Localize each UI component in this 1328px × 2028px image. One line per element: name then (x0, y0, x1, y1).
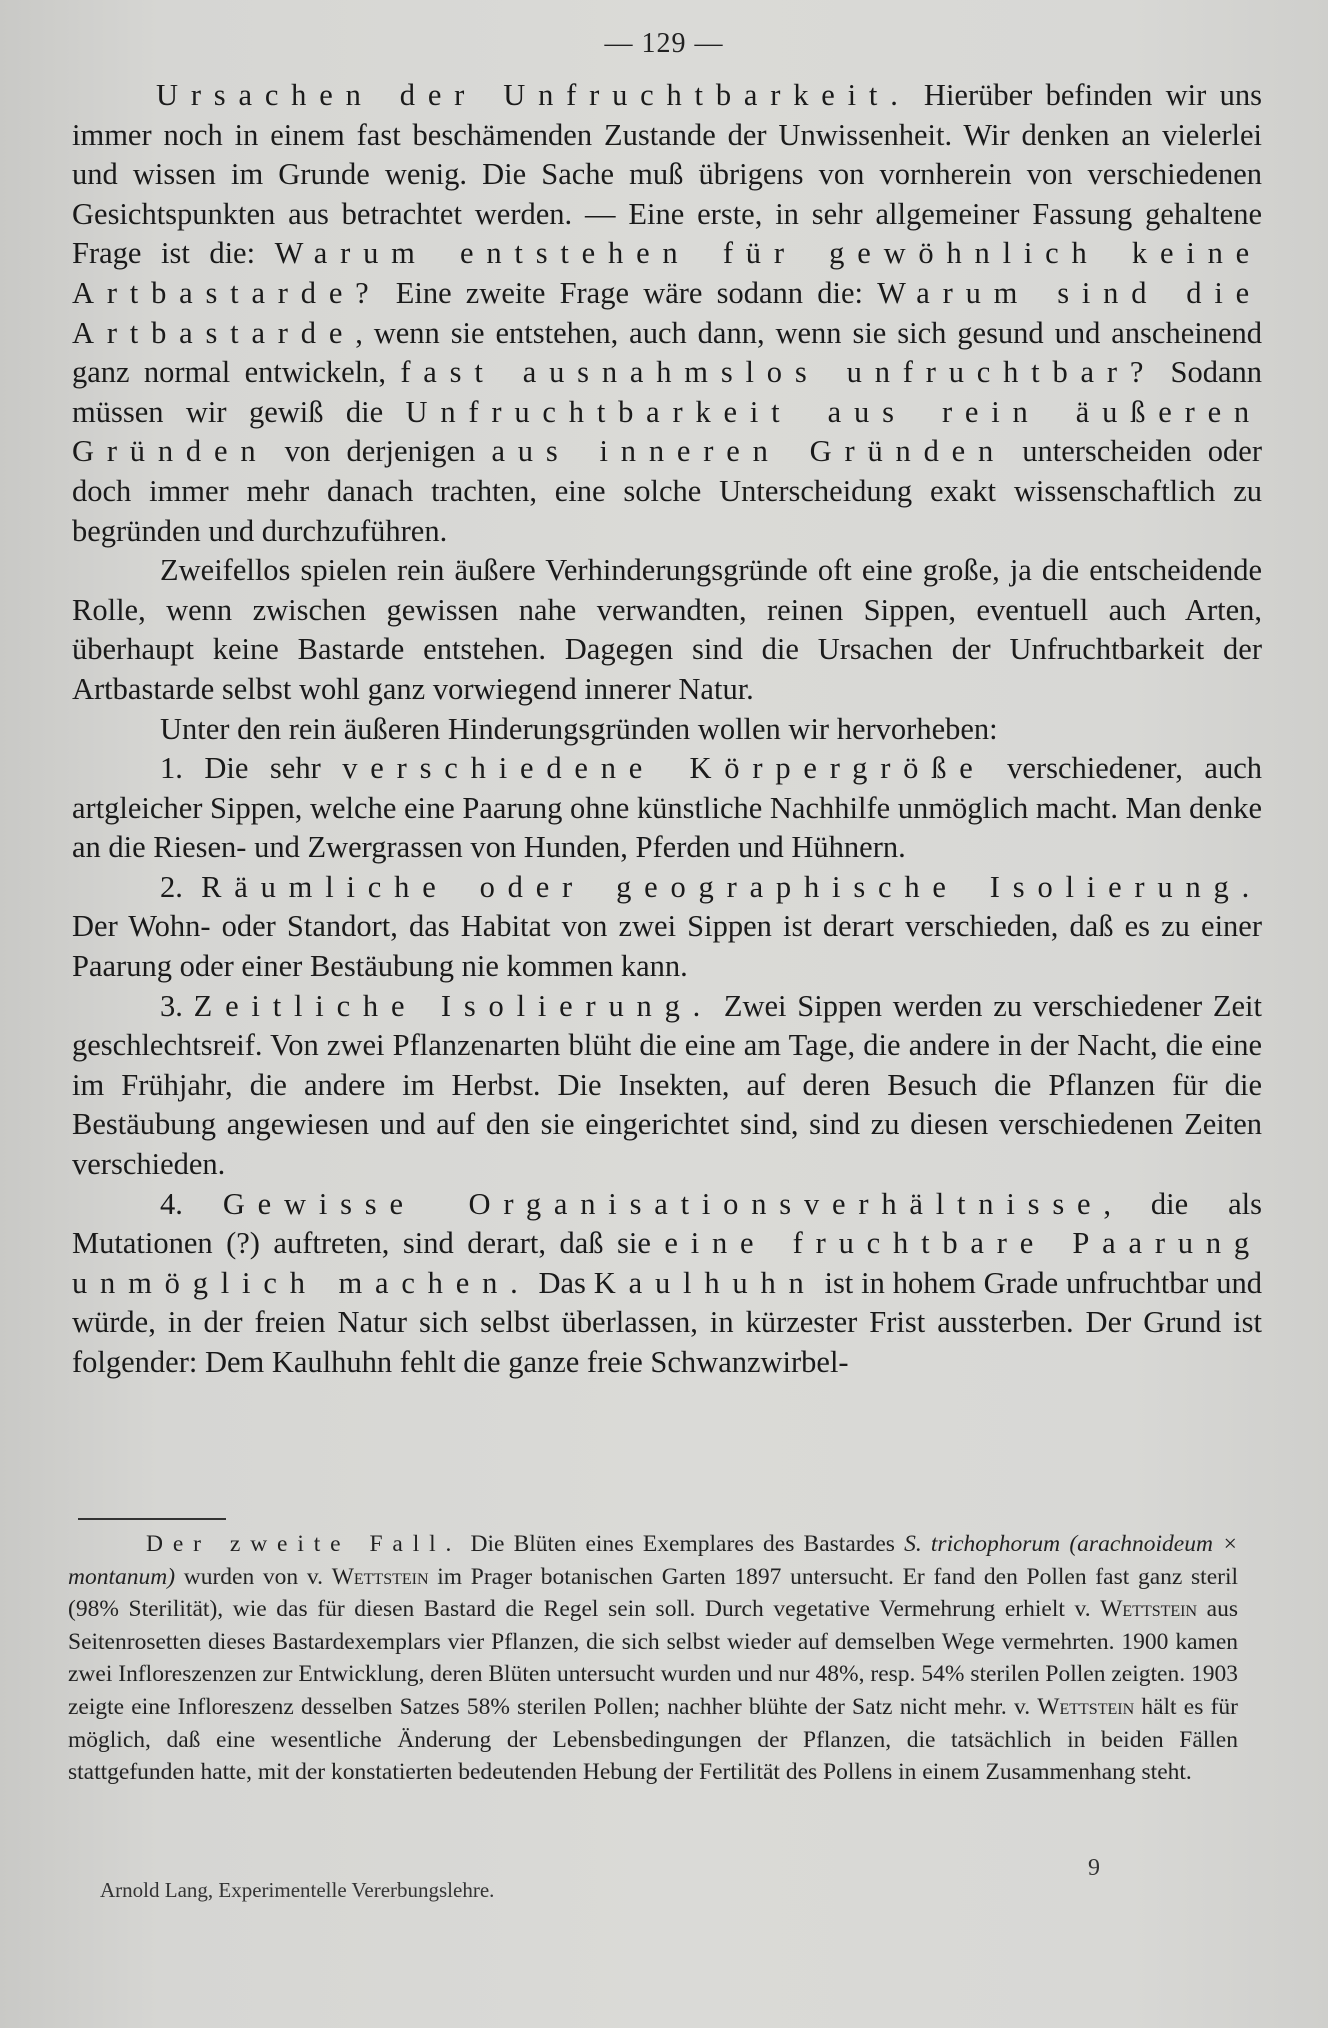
list-item-4: 4. Gewisse Organisationsverhältnisse, die als Mutationen (?) auftreten, sind derart, daß sie eine fruchtbare Paarung unmöglich machen. Das Kaulhuhn ist in hohem Grade unfruchtbar und würde, in der freien Natur sich selbst überlassen, in kürzester Frist aussterben. Der Grund ist folgender: Dem Kaulhuhn fehlt die ganze freie Schwanzwirbel- (72, 1186, 1262, 1379)
list-item-3: 3. Zeitliche Isolierung. Zwei Sippen werden zu verschiedener Zeit geschlechtsreif. Von zwei Pflanzenarten blüht die eine am Tage, die andere in der Nacht, die eine im Frühjahr, die andere im Herbst. Die Insekten, auf deren Besuch die Pflanzen für die Bestäubung angewiesen und auf den sie eingerichtet sind, sind zu diesen verschiedenen Zeiten verschieden. (72, 988, 1263, 1182)
emphasis: Unfruchtbarkeit aus rein äußeren Gründen (72, 394, 1262, 469)
main-text (72, 76, 1262, 1383)
section-heading: Ursachen der Unfruchtbarkeit. (156, 78, 911, 112)
sheet-number: 9 (1088, 1855, 1100, 1881)
footnote-lead: Der zweite Fall. (146, 1531, 462, 1557)
emphasis: Warum sind die Artbastarde (72, 275, 1262, 350)
emphasis: fast ausnahmslos unfruchtbar? (400, 355, 1157, 390)
paragraph-zweifellos: Zweifellos spielen rein äußere Verhinderungsgründe oft eine große, ja die entscheidende Rolle, wenn zwischen gewissen nahe verwandten, reinen Sippen, eventuell auch Arten, überhaupt keine Bastarde entstehen. Dagegen sind die Ursachen der Unfruchtbarkeit der Artbastarde selbst wohl ganz vorwiegend innerer Natur. (72, 553, 1262, 706)
author-name: Wettstein (331, 1563, 429, 1590)
emphasis: Kaulhuhn (593, 1265, 817, 1300)
list-item-2: 2. Räumliche oder geographische Isolierung. Der Wohn- oder Standort, das Habitat von zwei Sippen ist derart verschieden, daß es zu einer Paarung oder einer Bestäubung nie kommen kann. (72, 869, 1263, 984)
emphasis: aus inneren Gründen (491, 434, 1007, 469)
emphasis: Zeitliche Isolierung. (193, 988, 714, 1023)
emphasis: Gewisse Organisationsverhältnisse (222, 1186, 1104, 1221)
species-name: S. trichophorum (arachnoideum × montanum) (68, 1531, 1238, 1590)
author-name: Wettstein (1100, 1596, 1198, 1623)
footnote-paragraph: Der zweite Fall. Die Blüten eines Exemplares des Bastardes S. trichophorum (arachnoideum × montanum) wurden von v. Wettstein im Prager botanischen Garten 1897 untersucht. Er fand den Pollen fast ganz steril (98% Sterilität), wie das für diesen Bastard die Regel sein soll. Durch vegetative Vermehrung erhielt v. Wettstein aus Seitenrosetten dieses Bastardexemplars vier Pflanzen, die sich selbst wieder auf demselben Wege vermehrten. 1900 kamen zwei Infloreszenzen zur Entwicklung, deren Blüten untersucht wurden und nur 48%, resp. 54% sterilen Pollen zeigten. 1903 zeigte eine Infloreszenz desselben Satzes 58% sterilen Pollen; nachher blühte der Satz nicht mehr. v. Wettstein hält es für möglich, daß eine wesentliche Änderung der Lebensbedingungen der Pflanzen, die tatsächlich in beiden Fällen stattgefunden hatte, mit der konstatierten bedeutenden Hebung der Fertilität des Pollens in einem Zusammenhang steht. (68, 1531, 1239, 1786)
paragraph-hinderungsgruende: Unter den rein äußeren Hinderungsgründen wollen wir hervorheben: (160, 711, 998, 746)
page-number: — 129 — (604, 28, 724, 59)
emphasis: verschiedene Körpergröße (342, 751, 986, 786)
emphasis: eine fruchtbare Paarung unmöglich machen. (72, 1226, 1262, 1300)
paragraph-ursachen: Ursachen der Unfruchtbarkeit. Hierüber befinden wir uns immer noch in einem fast beschämenden Zustande der Unwissenheit. Wir denken an vielerlei und wissen im Grunde wenig. Die Sache muß übrigens von vornherein von verschiedenen Gesichtspunkten aus betrachtet werden. — Eine erste, in sehr allgemeiner Fassung gehaltene Frage ist die: Warum entstehen für gewöhnlich keine Artbastarde? Eine zweite Frage wäre sodann die: Warum sind die Artbastarde, wenn sie entstehen, auch dann, wenn sie sich gesund und anscheinend ganz normal entwickeln, fast ausnahmslos unfruchtbar? Sodann müssen wir gewiß die Unfruchtbarkeit aus rein äußeren Gründen von derjenigen aus inneren Gründen unterscheiden oder doch immer mehr danach trachten, eine solche Unterscheidung exakt wissenschaftlich zu begründen und durchzuführen. (72, 78, 1263, 548)
book-signature: Arnold Lang, Experimentelle Vererbungslehre. (100, 1878, 495, 1902)
emphasis: Warum entstehen für gewöhnlich keine Artbastarde? (72, 236, 1263, 310)
footnote-divider (78, 1518, 226, 1520)
list-item-1: 1. Die sehr verschiedene Körpergröße verschiedener, auch artgleicher Sippen, welche eine Paarung ohne künstliche Nachhilfe unmöglich macht. Man denke an die Riesen- und Zwergrassen von Hunden, Pferden und Hühnern. (72, 751, 1262, 865)
author-name: Wettstein (1037, 1693, 1135, 1720)
footnote (68, 1528, 1238, 1789)
emphasis: Räumliche oder geographische Isolierung. (201, 869, 1263, 904)
